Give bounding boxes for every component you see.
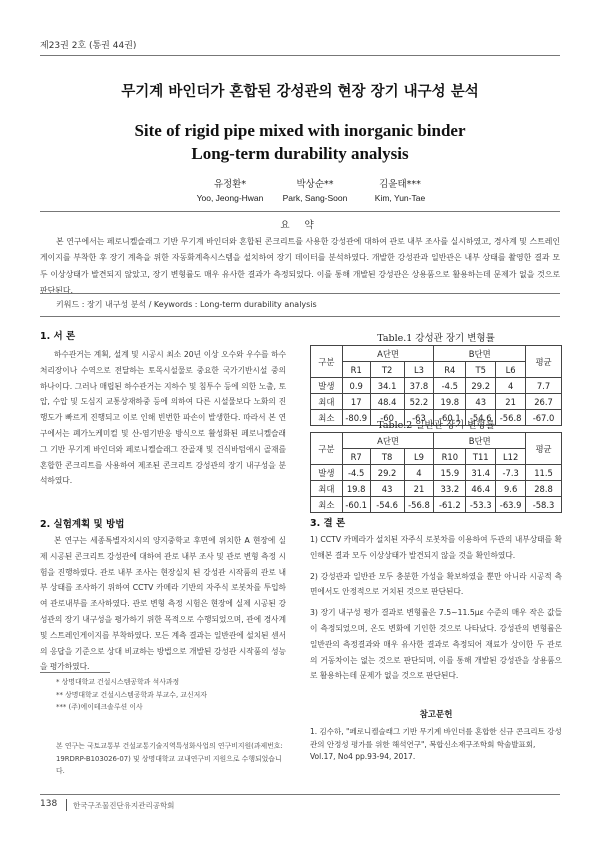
table1-header-avg: 평균 (526, 346, 562, 378)
table1-cell: -63 (404, 410, 434, 426)
title-korean: 무기계 바인더가 혼합된 강성관의 현장 장기 내구성 분석 (121, 84, 479, 100)
author-1-ko: 유정환* (213, 179, 247, 190)
table2-cell: -54.6 (370, 497, 404, 513)
reference-1: 1. 김수하, "페로니켈슬래그 기반 무기계 바인더를 혼합한 신규 콘크리트 강성관의 안정성 평가를 위한 해석연구", 복합신소재구조학회 학술발표회, Vol.17, No4 pp.93-94, 2017. (310, 727, 562, 761)
table2-col: L12 (496, 449, 526, 465)
table2-cell: -63.9 (496, 497, 526, 513)
table2-header-avg: 평균 (526, 433, 562, 465)
table1-avg: -67.0 (526, 410, 562, 426)
table1-header-b: B단면 (434, 346, 526, 362)
table1-cell: 4 (496, 378, 526, 394)
table1-cell: 37.8 (404, 378, 434, 394)
table1-cell: -54.6 (466, 410, 496, 426)
table2-cell: -56.8 (404, 497, 434, 513)
table2-cell: 29.2 (370, 465, 404, 481)
table1-avg: 7.7 (526, 378, 562, 394)
table1-cell: -60.1 (434, 410, 466, 426)
table2-cell: 9.6 (496, 481, 526, 497)
table1-cell: 48.4 (370, 394, 404, 410)
table1-cell: -56.8 (496, 410, 526, 426)
table2-cell: -60.1 (342, 497, 370, 513)
table1-caption: Table.1 강성관 장기 변형률 (377, 333, 495, 344)
table1-col: R4 (434, 362, 466, 378)
table2-cell: -4.5 (342, 465, 370, 481)
table2-cell: 19.8 (342, 481, 370, 497)
funding-note: 본 연구는 국토교통부 건설교통기술지역특성화사업의 연구비지원(과제번호: 19RDRP-B103026-07) 및 상명대학교 교내연구비 지원으로 수행되었습니다. (56, 742, 283, 775)
table1-cell: 0.9 (342, 378, 370, 394)
results-heading: 3. 결 론 (310, 518, 346, 529)
footnotes (56, 676, 286, 714)
table2-cell: 46.4 (466, 481, 496, 497)
abstract-heading: 요 약 (280, 220, 320, 231)
abstract-top-rule (40, 211, 560, 212)
table2 (310, 432, 562, 513)
footnote-rule (40, 672, 110, 673)
results-list (310, 532, 562, 689)
author-2-ko: 박상순** (296, 179, 334, 190)
table1-row-label: 최소 (311, 410, 343, 426)
table1-row-label: 최대 (311, 394, 343, 410)
title-english-line2: Long-term durability analysis (191, 144, 409, 163)
abstract-bottom-rule (40, 316, 560, 317)
table2-cell: -61.2 (434, 497, 466, 513)
table2-col: R7 (342, 449, 370, 465)
table1-row-label: 발생 (311, 378, 343, 394)
abstract-mid-rule (40, 293, 560, 294)
table2-header-b: B단면 (434, 433, 526, 449)
author-3-ko: 김윤태*** (379, 179, 421, 190)
intro-text: 하수관거는 계획, 설계 및 시공시 최소 20년 이상 오수와 우수를 하수처리장이나 수역으로 전달하는 토목시설물로 중요한 국가기반시설 중의 하나이다. 그러나 매립된 하수관거는 지하수 및 침투수 등에 의한 노출, 토압, 수압 및 도심지 교통상재하중 등에 의하여 다른 시설물보다 노화의 진행도가 빠르게 진행되고 이로 인해 빈번한 파손이 발생한다. 따라서 본 연구에서는 폐가노케미컬 및 산-염기반응 방식으로 활성화된 페로니켈슬래그 기반 무기계 바인더와 페로니켈슬래그 잔골재 및 건식바텀애시 골재를 혼합한 콘크리트를 사용하여 제조된 콘크리트 강성관의 장기 내구성을 분석하였다. (40, 350, 286, 486)
table2-cell: -53.3 (466, 497, 496, 513)
table1-cell: 19.8 (434, 394, 466, 410)
table1-cell: 17 (342, 394, 370, 410)
title-english-line1: Site of rigid pipe mixed with inorganic binder (134, 121, 466, 140)
footnote-2: ** 상명대학교 건설시스템공학과 부교수, 교신저자 (56, 690, 207, 699)
intro-heading: 1. 서 론 (40, 331, 76, 342)
table1 (310, 345, 562, 426)
footer-divider (66, 799, 67, 811)
header-rule (40, 55, 560, 56)
author-3-en: Kim, Yun-Tae (374, 193, 426, 203)
table1-col: R1 (342, 362, 370, 378)
table2-header-a: A단면 (342, 433, 434, 449)
table1-row (311, 394, 562, 410)
result-item-1: 1) CCTV 카메라가 설치된 자주식 로봇차를 이용하여 두관의 내부상태를 확인해본 결과 모두 이상상태가 발견되지 않을 것을 확인하였다. (310, 535, 562, 560)
table1-cell: 52.2 (404, 394, 434, 410)
result-item-3: 3) 장기 내구성 평가 결과로 변형률은 7.5~11.5με 수준의 매우 작은 값들이 측정되었으며, 온도 변화에 기인한 것으로 나타났다. 강성관의 변형률은 일반관의 측정결과와 매우 유사한 결과로 측정되어 재료가 상이한 두 관로의 거동차이는 없는 것으로 판단되며, 이를 통해 개발된 강성관을 상용품으로 활용하는데 문제가 없을 것으로 판단된다. (310, 608, 562, 681)
keywords: 키워드 : 장기 내구성 분석 / Keywords : Long-term durability analysis (56, 300, 317, 309)
table2-cell: 21 (404, 481, 434, 497)
table2-row (311, 481, 562, 497)
table2-cell: 43 (370, 481, 404, 497)
table2-row-label: 최소 (311, 497, 343, 513)
table2-col: T11 (466, 449, 496, 465)
method-text: 본 연구는 세종특별자치시의 양지중학교 후면에 위치한 A 현장에 실제 시공된 콘크리트 강성관에 대하여 관로 내부 조사 및 관로 변형 측정 시험을 진행하였다. 관로 내부 조사는 현장실치 된 강성관 시작품의 관로 내부 상태를 조사하기 위하여 CCTV 카메라 기반의 자주식 로봇차를 투입하여 관로내부를 조사하였다. 관로 변형 측정 시험은 현장에 실제 시공된 강성관의 장기 내구성을 평가하기 위한 목적으로 수행되었으며, 관에 경사계 및 스트레인게이지를 부착하였다. 모든 계측 결과는 일반관에 설치된 센서의 응답을 기준으로 상대 비교하는 방법으로 개발된 강성관 시작품의 성능을 평가하였다. (40, 536, 286, 672)
table2-cell: 33.2 (434, 481, 466, 497)
author-1-en: Yoo, Jeong-Hwan (196, 193, 264, 203)
page-number: 138 (40, 799, 58, 809)
table1-avg: 26.7 (526, 394, 562, 410)
table1-cell: -60 (370, 410, 404, 426)
table2-row (311, 497, 562, 513)
result-item-2: 2) 강성관과 일반관 모두 충분한 가성을 확보하였을 뿐만 아니라 시공적 측면에서도 안정적으로 거치된 것으로 판단된다. (310, 571, 562, 597)
footnote-3: *** (주)에이테크솔루션 이사 (56, 703, 143, 711)
method-heading: 2. 실험계획 및 방법 (40, 519, 125, 530)
references-heading: 참고문헌 (419, 710, 453, 720)
table1-header-group: 구분 (311, 346, 343, 378)
table1-col: T5 (466, 362, 496, 378)
table2-avg: -58.3 (526, 497, 562, 513)
table2-avg: 28.8 (526, 481, 562, 497)
table1-cell: 29.2 (466, 378, 496, 394)
table1-cell: 34.1 (370, 378, 404, 394)
table2-cell: 4 (404, 465, 434, 481)
table2-cell: 15.9 (434, 465, 466, 481)
footnote-1: * 상명대학교 건설시스템공학과 석사과정 (56, 678, 180, 686)
table1-cell: 43 (466, 394, 496, 410)
table2-col: L9 (404, 449, 434, 465)
table2-col: T8 (370, 449, 404, 465)
table2-cell: 31.4 (466, 465, 496, 481)
table2-col: R10 (434, 449, 466, 465)
footer-rule (40, 794, 560, 795)
table1-row (311, 378, 562, 394)
issue-header: 제23권 2호 (통권 44권) (40, 41, 137, 51)
table1-cell: 21 (496, 394, 526, 410)
journal-name: 한국구조물진단유지관리공학회 (73, 801, 175, 810)
table2-avg: 11.5 (526, 465, 562, 481)
table2-cell: -7.3 (496, 465, 526, 481)
abstract-text: 본 연구에서는 페로니켈슬래그 기반 무기계 바인더와 혼합된 콘크리트를 사용한 강성관에 대하여 관로 내부 조사를 실시하였고, 경사계 및 스트레인게이지를 부착한 후 장기 계측을 위한 자동화계측시스템을 설치하여 장기 데이터를 분석하였다. 개발한 강성관과 일반관은 내부 상태를 촬영한 결과 모두 이상상태가 발견되지 않았고, 장기 변형률도 매우 유사한 결과가 측정되었다. 이를 통해 개발된 강성관은 상용품으로 활용하는데 문제가 없을 것으로 판단된다. (40, 237, 560, 295)
table1-col: L6 (496, 362, 526, 378)
table2-caption: Table.2 일반관 장기 변형률 (377, 420, 495, 431)
table1-header-a: A단면 (342, 346, 434, 362)
author-2-en: Park, Sang-Soon (282, 193, 348, 203)
table2-row-label: 최대 (311, 481, 343, 497)
table1-cell: -80.9 (342, 410, 370, 426)
author-3 (345, 176, 455, 203)
table2-row-label: 발생 (311, 465, 343, 481)
table1-col: T2 (370, 362, 404, 378)
table1-cell: -4.5 (434, 378, 466, 394)
table1-col: L3 (404, 362, 434, 378)
table2-header-group: 구분 (311, 433, 343, 465)
table2-row (311, 465, 562, 481)
